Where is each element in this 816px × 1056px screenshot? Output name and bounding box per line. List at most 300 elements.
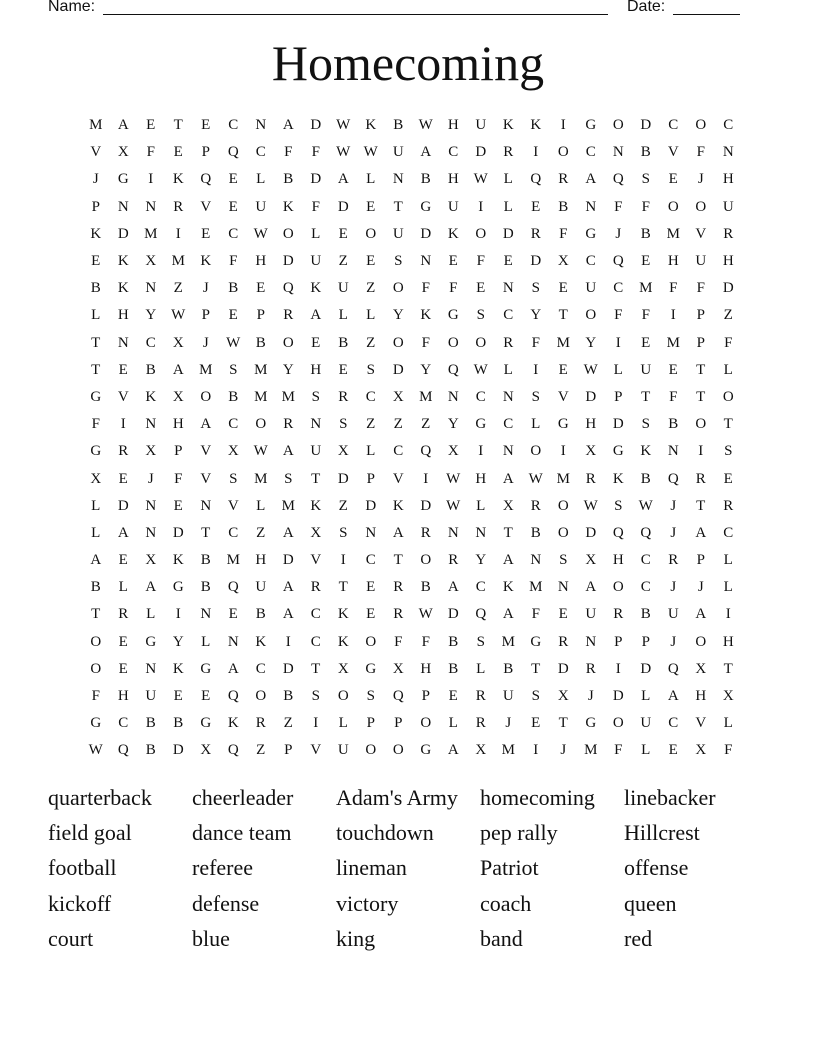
grid-letter[interactable]: T — [641, 388, 651, 405]
grid-letter[interactable]: B — [173, 715, 184, 732]
grid-letter[interactable]: S — [366, 688, 375, 705]
grid-letter[interactable]: W — [336, 117, 351, 134]
grid-letter[interactable]: J — [697, 171, 704, 188]
grid-letter[interactable]: L — [201, 633, 211, 650]
grid-letter[interactable]: Y — [282, 361, 294, 378]
grid-letter[interactable]: H — [447, 117, 459, 134]
grid-letter[interactable]: C — [640, 579, 651, 596]
grid-letter[interactable]: U — [310, 443, 322, 460]
grid-letter[interactable]: N — [227, 633, 239, 650]
grid-letter[interactable]: A — [392, 524, 404, 541]
grid-letter[interactable]: O — [695, 117, 707, 134]
grid-letter[interactable]: B — [228, 280, 239, 297]
grid-letter[interactable]: E — [366, 253, 376, 270]
grid-letter[interactable]: N — [145, 416, 157, 433]
grid-letter[interactable]: F — [614, 198, 623, 215]
grid-letter[interactable]: D — [365, 497, 377, 514]
grid-letter[interactable]: E — [201, 117, 211, 134]
grid-letter[interactable]: O — [282, 334, 294, 351]
grid-letter[interactable]: E — [476, 280, 486, 297]
grid-letter[interactable]: D — [530, 253, 542, 270]
grid-letter[interactable]: I — [533, 742, 539, 759]
grid-letter[interactable]: R — [723, 225, 734, 242]
grid-letter[interactable]: D — [392, 361, 404, 378]
grid-letter[interactable]: G — [420, 742, 432, 759]
grid-letter[interactable]: L — [641, 688, 651, 705]
grid-letter[interactable]: Q — [612, 253, 624, 270]
grid-letter[interactable]: U — [667, 606, 679, 623]
grid-letter[interactable]: M — [419, 388, 433, 405]
grid-letter[interactable]: B — [448, 660, 459, 677]
grid-letter[interactable]: K — [90, 225, 102, 242]
grid-letter[interactable]: A — [695, 606, 707, 623]
grid-letter[interactable]: K — [530, 117, 542, 134]
grid-letter[interactable]: Z — [366, 280, 376, 297]
grid-letter[interactable]: W — [253, 443, 268, 460]
grid-letter[interactable]: A — [667, 688, 679, 705]
grid-letter[interactable]: I — [698, 443, 704, 460]
grid-letter[interactable]: A — [145, 579, 157, 596]
grid-letter[interactable]: O — [365, 225, 377, 242]
name-blank-line[interactable] — [103, 14, 608, 15]
grid-letter[interactable]: J — [615, 225, 622, 242]
grid-letter[interactable]: Z — [393, 416, 403, 433]
grid-letter[interactable]: M — [639, 280, 653, 297]
grid-letter[interactable]: L — [256, 171, 266, 188]
grid-letter[interactable]: I — [285, 633, 291, 650]
grid-letter[interactable]: H — [585, 416, 597, 433]
grid-letter[interactable]: H — [695, 688, 707, 705]
grid-letter[interactable]: S — [476, 307, 485, 324]
grid-letter[interactable]: A — [282, 579, 294, 596]
grid-letter[interactable]: I — [423, 470, 429, 487]
grid-letter[interactable]: I — [120, 416, 126, 433]
grid-letter[interactable]: M — [254, 361, 268, 378]
grid-letter[interactable]: B — [640, 144, 651, 161]
grid-letter[interactable]: I — [340, 552, 346, 569]
grid-letter[interactable]: J — [202, 334, 209, 351]
grid-letter[interactable]: T — [311, 470, 321, 487]
grid-letter[interactable]: U — [255, 579, 267, 596]
grid-letter[interactable]: S — [531, 388, 540, 405]
grid-letter[interactable]: B — [200, 552, 211, 569]
grid-letter[interactable]: C — [118, 715, 129, 732]
grid-letter[interactable]: N — [585, 633, 597, 650]
grid-letter[interactable]: F — [284, 144, 293, 161]
grid-letter[interactable]: M — [529, 579, 543, 596]
grid-letter[interactable]: H — [117, 307, 129, 324]
grid-letter[interactable]: O — [585, 307, 597, 324]
grid-letter[interactable]: K — [310, 280, 322, 297]
grid-letter[interactable]: L — [503, 361, 513, 378]
grid-letter[interactable]: B — [640, 225, 651, 242]
grid-letter[interactable]: A — [117, 524, 129, 541]
grid-letter[interactable]: G — [557, 416, 569, 433]
grid-letter[interactable]: T — [393, 552, 403, 569]
grid-letter[interactable]: N — [612, 144, 624, 161]
grid-letter[interactable]: H — [722, 253, 734, 270]
grid-letter[interactable]: H — [117, 688, 129, 705]
grid-letter[interactable]: R — [585, 470, 596, 487]
grid-letter[interactable]: R — [393, 579, 404, 596]
grid-letter[interactable]: D — [640, 660, 652, 677]
grid-letter[interactable]: E — [118, 361, 128, 378]
grid-letter[interactable]: R — [613, 606, 624, 623]
grid-letter[interactable]: S — [641, 416, 650, 433]
grid-letter[interactable]: V — [200, 198, 212, 215]
grid-letter[interactable]: R — [475, 688, 486, 705]
grid-letter[interactable]: N — [365, 524, 377, 541]
grid-letter[interactable]: K — [337, 606, 349, 623]
grid-letter[interactable]: N — [447, 524, 459, 541]
grid-letter[interactable]: D — [557, 660, 569, 677]
grid-letter[interactable]: X — [172, 334, 184, 351]
grid-letter[interactable]: N — [117, 334, 129, 351]
grid-letter[interactable]: O — [695, 633, 707, 650]
grid-letter[interactable]: E — [448, 253, 458, 270]
grid-letter[interactable]: F — [641, 307, 650, 324]
grid-letter[interactable]: Z — [366, 416, 376, 433]
grid-letter[interactable]: K — [255, 633, 267, 650]
grid-letter[interactable]: O — [475, 334, 487, 351]
grid-letter[interactable]: F — [311, 198, 320, 215]
grid-letter[interactable]: O — [667, 198, 679, 215]
grid-letter[interactable]: C — [365, 388, 376, 405]
grid-letter[interactable]: Q — [475, 606, 487, 623]
grid-letter[interactable]: W — [336, 144, 351, 161]
grid-letter[interactable]: T — [723, 416, 733, 433]
grid-letter[interactable]: H — [667, 253, 679, 270]
grid-letter[interactable]: W — [473, 361, 488, 378]
grid-letter[interactable]: A — [337, 171, 349, 188]
grid-letter[interactable]: V — [695, 715, 707, 732]
grid-letter[interactable]: K — [282, 198, 294, 215]
grid-letter[interactable]: C — [585, 144, 596, 161]
grid-letter[interactable]: E — [448, 688, 458, 705]
grid-letter[interactable]: M — [281, 388, 295, 405]
grid-letter[interactable]: R — [173, 198, 184, 215]
grid-letter[interactable]: P — [394, 715, 403, 732]
grid-letter[interactable]: A — [447, 579, 459, 596]
grid-letter[interactable]: L — [118, 579, 128, 596]
grid-letter[interactable]: E — [641, 253, 651, 270]
grid-letter[interactable]: V — [667, 144, 679, 161]
grid-letter[interactable]: G — [172, 579, 184, 596]
grid-letter[interactable]: X — [695, 660, 707, 677]
grid-letter[interactable]: O — [695, 198, 707, 215]
grid-letter[interactable]: F — [531, 606, 540, 623]
grid-letter[interactable]: P — [91, 198, 100, 215]
grid-letter[interactable]: S — [229, 470, 238, 487]
grid-letter[interactable]: R — [475, 715, 486, 732]
grid-letter[interactable]: F — [449, 280, 458, 297]
grid-letter[interactable]: U — [337, 742, 349, 759]
grid-letter[interactable]: G — [447, 307, 459, 324]
grid-letter[interactable]: E — [503, 253, 513, 270]
grid-letter[interactable]: B — [448, 633, 459, 650]
grid-letter[interactable]: C — [613, 280, 624, 297]
grid-letter[interactable]: M — [144, 225, 158, 242]
grid-letter[interactable]: E — [531, 715, 541, 732]
grid-letter[interactable]: W — [88, 742, 103, 759]
grid-letter[interactable]: T — [91, 361, 101, 378]
grid-letter[interactable]: S — [366, 361, 375, 378]
grid-letter[interactable]: N — [722, 144, 734, 161]
grid-letter[interactable]: A — [282, 443, 294, 460]
grid-letter[interactable]: F — [421, 280, 430, 297]
grid-letter[interactable]: W — [446, 470, 461, 487]
grid-letter[interactable]: Y — [447, 416, 459, 433]
grid-letter[interactable]: E — [668, 361, 678, 378]
grid-letter[interactable]: B — [228, 388, 239, 405]
grid-letter[interactable]: D — [722, 280, 734, 297]
grid-letter[interactable]: S — [531, 688, 540, 705]
grid-letter[interactable]: X — [337, 660, 349, 677]
grid-letter[interactable]: Q — [612, 171, 624, 188]
grid-letter[interactable]: H — [612, 552, 624, 569]
grid-letter[interactable]: K — [172, 171, 184, 188]
grid-letter[interactable]: R — [503, 144, 514, 161]
grid-letter[interactable]: D — [117, 225, 129, 242]
grid-letter[interactable]: E — [338, 225, 348, 242]
grid-letter[interactable]: L — [723, 552, 733, 569]
grid-letter[interactable]: L — [146, 606, 156, 623]
grid-letter[interactable]: J — [670, 579, 677, 596]
grid-letter[interactable]: H — [310, 361, 322, 378]
grid-letter[interactable]: F — [91, 688, 100, 705]
grid-letter[interactable]: G — [420, 198, 432, 215]
grid-letter[interactable]: Q — [227, 579, 239, 596]
grid-letter[interactable]: R — [338, 388, 349, 405]
grid-letter[interactable]: E — [173, 144, 183, 161]
grid-letter[interactable]: D — [475, 144, 487, 161]
grid-letter[interactable]: Z — [338, 497, 348, 514]
grid-letter[interactable]: N — [145, 198, 157, 215]
grid-letter[interactable]: U — [640, 715, 652, 732]
grid-letter[interactable]: S — [339, 524, 348, 541]
grid-letter[interactable]: W — [528, 470, 543, 487]
grid-letter[interactable]: F — [91, 416, 100, 433]
grid-letter[interactable]: R — [283, 416, 294, 433]
grid-letter[interactable]: E — [228, 198, 238, 215]
grid-letter[interactable]: M — [254, 388, 268, 405]
grid-letter[interactable]: P — [614, 633, 623, 650]
grid-letter[interactable]: D — [337, 470, 349, 487]
grid-letter[interactable]: D — [420, 225, 432, 242]
grid-letter[interactable]: D — [640, 117, 652, 134]
grid-letter[interactable]: L — [613, 361, 623, 378]
grid-letter[interactable]: R — [118, 606, 129, 623]
grid-letter[interactable]: M — [226, 552, 240, 569]
grid-letter[interactable]: B — [558, 198, 569, 215]
grid-letter[interactable]: I — [313, 715, 319, 732]
grid-letter[interactable]: N — [145, 524, 157, 541]
grid-letter[interactable]: P — [366, 470, 375, 487]
grid-letter[interactable]: E — [118, 633, 128, 650]
grid-letter[interactable]: F — [669, 280, 678, 297]
grid-letter[interactable]: Z — [283, 715, 293, 732]
grid-letter[interactable]: N — [117, 198, 129, 215]
grid-letter[interactable]: A — [282, 606, 294, 623]
grid-letter[interactable]: W — [473, 171, 488, 188]
grid-letter[interactable]: O — [392, 280, 404, 297]
grid-letter[interactable]: L — [503, 171, 513, 188]
grid-letter[interactable]: B — [420, 579, 431, 596]
grid-letter[interactable]: Z — [256, 524, 266, 541]
grid-letter[interactable]: S — [229, 361, 238, 378]
grid-letter[interactable]: N — [420, 253, 432, 270]
grid-letter[interactable]: F — [669, 388, 678, 405]
grid-letter[interactable]: L — [338, 307, 348, 324]
grid-letter[interactable]: N — [145, 660, 157, 677]
grid-letter[interactable]: O — [282, 225, 294, 242]
grid-letter[interactable]: N — [475, 524, 487, 541]
grid-letter[interactable]: E — [558, 361, 568, 378]
grid-letter[interactable]: U — [722, 198, 734, 215]
grid-letter[interactable]: X — [557, 688, 569, 705]
grid-letter[interactable]: P — [696, 552, 705, 569]
grid-letter[interactable]: G — [90, 443, 102, 460]
grid-letter[interactable]: A — [310, 307, 322, 324]
grid-letter[interactable]: A — [695, 524, 707, 541]
grid-letter[interactable]: X — [172, 388, 184, 405]
grid-letter[interactable]: R — [283, 307, 294, 324]
grid-letter[interactable]: U — [392, 225, 404, 242]
grid-letter[interactable]: Q — [447, 361, 459, 378]
grid-letter[interactable]: C — [585, 253, 596, 270]
grid-letter[interactable]: L — [476, 660, 486, 677]
grid-letter[interactable]: Q — [200, 171, 212, 188]
grid-letter[interactable]: B — [640, 606, 651, 623]
grid-letter[interactable]: Q — [667, 660, 679, 677]
grid-letter[interactable]: B — [503, 660, 514, 677]
grid-letter[interactable]: E — [366, 579, 376, 596]
grid-letter[interactable]: Q — [227, 688, 239, 705]
grid-letter[interactable]: F — [696, 144, 705, 161]
grid-letter[interactable]: O — [337, 688, 349, 705]
grid-letter[interactable]: P — [174, 443, 183, 460]
grid-letter[interactable]: Z — [173, 280, 183, 297]
grid-letter[interactable]: F — [229, 253, 238, 270]
grid-letter[interactable]: F — [614, 742, 623, 759]
grid-letter[interactable]: D — [310, 171, 322, 188]
grid-letter[interactable]: X — [502, 497, 514, 514]
grid-letter[interactable]: O — [722, 388, 734, 405]
grid-letter[interactable]: R — [530, 225, 541, 242]
grid-letter[interactable]: R — [723, 497, 734, 514]
grid-letter[interactable]: L — [366, 307, 376, 324]
grid-letter[interactable]: K — [640, 443, 652, 460]
grid-letter[interactable]: U — [145, 688, 157, 705]
grid-letter[interactable]: H — [447, 171, 459, 188]
grid-letter[interactable]: K — [392, 497, 404, 514]
grid-letter[interactable]: T — [696, 388, 706, 405]
grid-letter[interactable]: M — [556, 334, 570, 351]
grid-letter[interactable]: I — [615, 660, 621, 677]
grid-letter[interactable]: T — [503, 524, 513, 541]
grid-letter[interactable]: A — [585, 171, 597, 188]
grid-letter[interactable]: B — [255, 606, 266, 623]
grid-letter[interactable]: I — [533, 361, 539, 378]
grid-letter[interactable]: A — [200, 416, 212, 433]
grid-letter[interactable]: A — [420, 144, 432, 161]
grid-letter[interactable]: N — [310, 416, 322, 433]
grid-letter[interactable]: L — [366, 171, 376, 188]
grid-letter[interactable]: N — [557, 579, 569, 596]
grid-letter[interactable]: D — [502, 225, 514, 242]
grid-letter[interactable]: F — [146, 144, 155, 161]
grid-letter[interactable]: Z — [723, 307, 733, 324]
grid-letter[interactable]: V — [90, 144, 102, 161]
grid-letter[interactable]: G — [90, 715, 102, 732]
grid-letter[interactable]: J — [147, 470, 154, 487]
grid-letter[interactable]: A — [585, 579, 597, 596]
grid-letter[interactable]: H — [722, 633, 734, 650]
grid-letter[interactable]: X — [392, 660, 404, 677]
grid-letter[interactable]: S — [284, 470, 293, 487]
grid-letter[interactable]: O — [612, 579, 624, 596]
grid-letter[interactable]: L — [338, 715, 348, 732]
grid-letter[interactable]: U — [585, 280, 597, 297]
grid-letter[interactable]: O — [695, 416, 707, 433]
grid-letter[interactable]: C — [365, 552, 376, 569]
grid-letter[interactable]: K — [172, 660, 184, 677]
grid-letter[interactable]: G — [90, 388, 102, 405]
grid-letter[interactable]: T — [201, 524, 211, 541]
grid-letter[interactable]: W — [171, 307, 186, 324]
grid-letter[interactable]: C — [228, 524, 239, 541]
grid-letter[interactable]: G — [475, 416, 487, 433]
grid-letter[interactable]: O — [200, 388, 212, 405]
grid-letter[interactable]: R — [695, 470, 706, 487]
grid-letter[interactable]: X — [695, 742, 707, 759]
grid-letter[interactable]: S — [311, 388, 320, 405]
grid-letter[interactable]: X — [145, 443, 157, 460]
grid-letter[interactable]: C — [228, 117, 239, 134]
grid-letter[interactable]: P — [366, 715, 375, 732]
grid-letter[interactable]: U — [337, 280, 349, 297]
grid-letter[interactable]: P — [256, 307, 265, 324]
grid-letter[interactable]: O — [392, 742, 404, 759]
grid-letter[interactable]: C — [228, 225, 239, 242]
grid-letter[interactable]: K — [172, 552, 184, 569]
grid-letter[interactable]: T — [558, 715, 568, 732]
grid-letter[interactable]: S — [724, 443, 733, 460]
grid-letter[interactable]: H — [255, 253, 267, 270]
grid-letter[interactable]: O — [365, 742, 377, 759]
grid-letter[interactable]: D — [172, 524, 184, 541]
grid-letter[interactable]: F — [614, 307, 623, 324]
grid-letter[interactable]: Q — [640, 524, 652, 541]
grid-letter[interactable]: I — [560, 117, 566, 134]
grid-letter[interactable]: X — [392, 388, 404, 405]
grid-letter[interactable]: G — [200, 660, 212, 677]
grid-letter[interactable]: M — [254, 470, 268, 487]
grid-letter[interactable]: E — [118, 660, 128, 677]
grid-letter[interactable]: Y — [585, 334, 597, 351]
grid-letter[interactable]: L — [476, 497, 486, 514]
grid-letter[interactable]: I — [175, 606, 181, 623]
grid-letter[interactable]: B — [640, 470, 651, 487]
grid-letter[interactable]: A — [117, 117, 129, 134]
grid-letter[interactable]: Z — [421, 416, 431, 433]
grid-letter[interactable]: V — [200, 443, 212, 460]
grid-letter[interactable]: V — [695, 225, 707, 242]
grid-letter[interactable]: K — [310, 497, 322, 514]
grid-letter[interactable]: K — [420, 307, 432, 324]
grid-letter[interactable]: R — [530, 497, 541, 514]
grid-letter[interactable]: X — [475, 742, 487, 759]
